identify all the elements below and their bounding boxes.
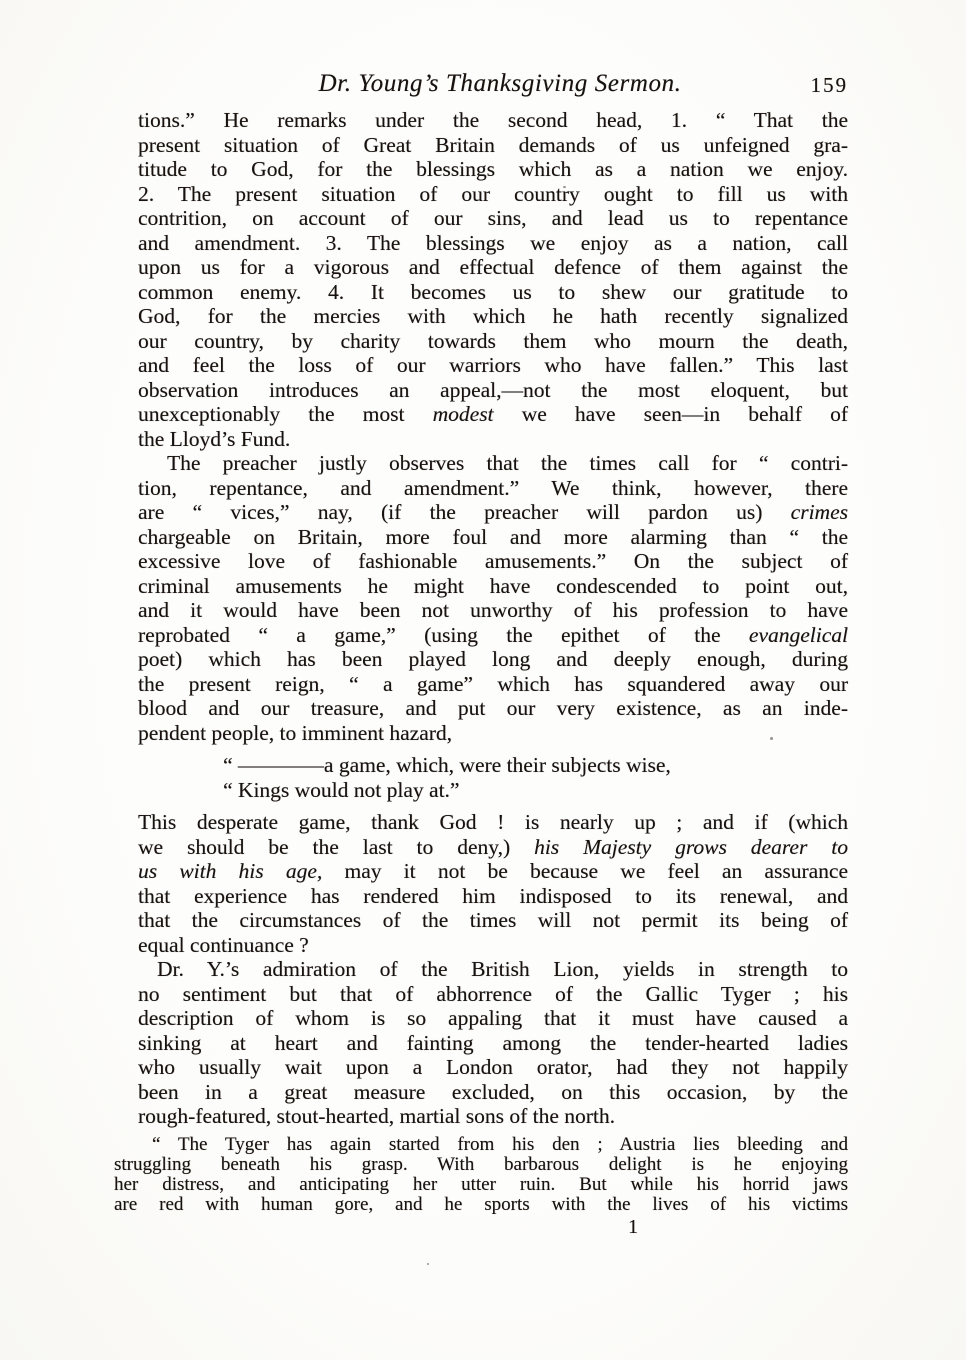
text-line [114,1155,848,1175]
extract-paragraph [114,1135,848,1215]
text-line [138,835,848,860]
paragraph [138,451,848,745]
italic-text: modest [432,402,494,426]
text-segment: chargeable on Britain, more foul and more alarming than “ the [138,524,848,549]
text-line [138,525,848,550]
text-line [138,957,848,982]
scan-speck [563,186,566,188]
text-line [138,378,848,403]
text-segment: God, for the mercies with which he hath recently signalized [138,304,848,328]
text-segment: 2. The present situation of our country ought to fill us with [138,181,848,206]
text-segment: upon us for a vigorous and effectual defence of them against the [138,255,848,279]
text-line [138,329,848,354]
text-line [138,908,848,933]
text-segment: we should be the last to deny,) [138,834,535,859]
text-segment: tions.” He remarks under the second head, 1. “ That the [138,108,848,132]
text-line [138,1080,848,1105]
text-segment: common enemy. 4. It becomes us to shew our gratitude to [138,279,848,304]
text-line [138,549,848,574]
text-line [223,753,848,778]
text-segment: observation introduces an appeal,—not the most eloquent, but [138,377,848,402]
text-segment: tion, repentance, and amendment.” We think, however, there [138,475,848,500]
text-line [138,1006,848,1031]
text-line [138,574,848,599]
italic-text: evangelical [748,622,848,647]
paragraph [138,108,848,451]
text-line [138,623,848,648]
text-segment: her distress, and anticipating her utter ruin. But while his horrid jaws [114,1173,848,1195]
paragraph [138,810,848,957]
text-line [138,427,848,452]
scan-speck [770,737,773,740]
text-segment: “ ————a game, which, were their subjects wise, [223,753,671,777]
text-segment: who usually wait upon a London orator, had they not happily [138,1055,848,1079]
text-segment: “ The Tyger has again started from his den ; Austria lies bleeding and [152,1133,848,1155]
text-segment: are red with human gore, and he sports with the lives of his victims [114,1193,848,1215]
text-segment: we have seen—in behalf of [493,402,848,426]
text-line [138,672,848,697]
text-segment: reprobated “ a game,” (using the epithet of the [138,622,749,647]
text-segment: criminal amusements he might have condescended to point out, [138,573,848,598]
text-segment: no sentiment but that of abhorrence of the Gallic Tyger ; his [138,981,848,1006]
text-segment: struggling beneath his grasp. With barbarous delight is he enjoying [114,1153,848,1175]
paragraph [138,957,848,1129]
text-segment: titude to God, for the blessings which as a nation we enjoy. [138,157,848,181]
text-segment: blood and our treasure, and put our very existence, as an inde- [138,696,848,720]
text-line [138,304,848,329]
text-segment: rough-featured, stout-hearted, martial sons of the north. [138,1104,616,1128]
text-line [114,1175,848,1195]
verse-quote [223,753,848,802]
text-line [138,206,848,231]
text-line [114,1195,848,1215]
text-line [138,647,848,672]
text-line [114,1135,848,1155]
text-segment: This desperate game, thank God ! is nearly up ; and if (which [138,810,848,834]
text-line [138,280,848,305]
text-line [138,231,848,256]
text-segment: and amendment. 3. The blessings we enjoy as a nation, call [138,230,848,255]
signature-mark: 1 [628,1216,638,1238]
text-line [138,982,848,1007]
text-segment: and it would have been not unworthy of his profession to have [138,598,848,622]
text-line [138,859,848,884]
scan-speck [427,1263,429,1265]
text-line [138,353,848,378]
running-title: Dr. Young’s Thanksgiving Sermon. [318,70,682,97]
text-segment: excessive love of fashionable amusements.” On the subject of [138,549,848,573]
text-line [138,500,848,525]
text-line [138,1055,848,1080]
text-line [138,255,848,280]
italic-text: his Majesty grows dearer to [534,834,848,859]
text-segment: sinking at heart and fainting among the tender-hearted ladies [138,1030,848,1055]
text-segment: that experience has rendered him indisposed to its renewal, and [138,883,848,908]
text-line [138,696,848,721]
text-line [138,182,848,207]
text-segment: that the circumstances of the times will not permit its being of [138,908,848,932]
text-segment: are “ vices,” nay, (if the preacher will pardon us) [138,500,791,524]
text-segment: pendent people, to imminent hazard, [138,720,453,745]
text-segment: present situation of Great Britain demands of us unfeigned gra- [138,132,848,157]
text-line [138,884,848,909]
text-line [138,721,848,746]
text-line [138,933,848,958]
text-segment: contrition, on account of our sins, and lead us to repentance [138,206,848,230]
text-segment: been in a great measure excluded, on this occasion, by the [138,1079,848,1104]
text-line [223,778,848,803]
text-segment: and feel the loss of our warriors who have fallen.” This last [138,353,848,377]
italic-text: us with his age, [138,859,323,883]
text-segment: The preacher justly observes that the times call for “ contri- [167,451,848,475]
text-segment: equal continuance ? [138,932,309,957]
text-line [138,1104,848,1129]
text-line [138,157,848,182]
text-line [138,598,848,623]
text-line [138,402,848,427]
text-segment: unexceptionably the most [138,402,433,426]
italic-text: crimes [790,500,848,524]
text-line [138,810,848,835]
text-line [138,451,848,476]
text-line [138,133,848,158]
text-segment: “ Kings would not play at.” [223,777,460,802]
text-segment: the present reign, “ a game” which has squandered away our [138,671,848,696]
text-segment: may it not be because we feel an assurance [322,859,848,883]
text-segment: Dr. Y.’s admiration of the British Lion, yields in strength to [157,957,848,981]
text-line [138,108,848,133]
text-segment: our country, by charity towards them who mourn the death, [138,328,848,353]
page-body [114,108,848,1215]
page-number: 159 [810,73,848,97]
page-header [138,70,848,104]
text-segment: the Lloyd’s Fund. [138,426,291,451]
text-segment: description of whom is so appaling that it must have caused a [138,1006,848,1030]
text-line [138,476,848,501]
text-line [138,1031,848,1056]
text-segment: poet) which has been played long and deeply enough, during [138,647,848,671]
